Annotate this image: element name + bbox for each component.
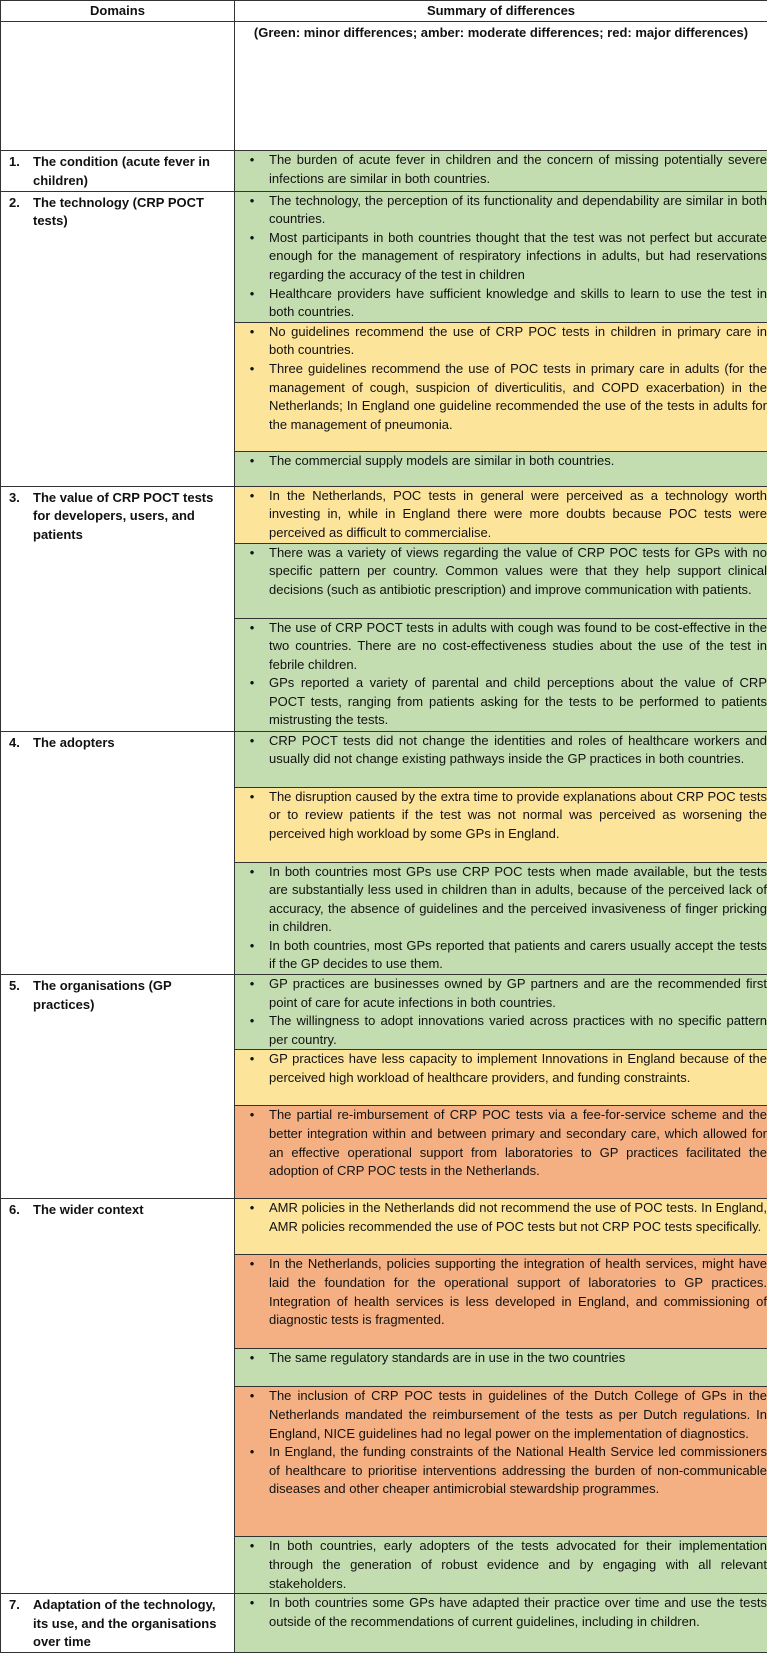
- bullet-text: Healthcare providers have sufficient knowledge and skills to learn to use the test in both countries.: [269, 285, 767, 320]
- bullet-item: [235, 788, 767, 844]
- bullet-text: In both countries, early adopters of the tests advocated for their implementation through the generation of robust evidence and by engaging with all relevant stakeholders.: [269, 1538, 767, 1591]
- domain-number: 5.: [9, 978, 20, 994]
- domain-row: [1, 1199, 767, 1255]
- bullet-item: [235, 937, 767, 974]
- bullet-list: [235, 1255, 767, 1329]
- summary-block-amber: [235, 1050, 767, 1106]
- bullet-text: CRP POCT tests did not change the identities and roles of healthcare workers and usually did not change existing pathways inside the GP practices in both countries.: [269, 732, 767, 767]
- bullet-list: [235, 192, 767, 322]
- domain-number: 6.: [9, 1202, 20, 1218]
- bullet-item: [235, 1012, 767, 1049]
- summary-block-green: [235, 862, 767, 975]
- bullet-list: [235, 975, 767, 1049]
- domain-row: [1, 191, 767, 322]
- bullet-item: [235, 1387, 767, 1443]
- bullet-item: [235, 975, 767, 1012]
- bullet-list: [235, 1594, 767, 1631]
- bullet-item: [235, 151, 767, 188]
- bullet-item: [235, 487, 767, 543]
- domain-heading: [1, 151, 234, 190]
- domain-heading: [1, 487, 234, 545]
- bullet-text: AMR policies in the Netherlands did not recommend the use of POC tests. In England, AMR policies recommended the use of POC tests but not CRP POC tests specifically.: [269, 1200, 767, 1235]
- bullet-text: The disruption caused by the extra time to provide explanations about CRP POC tests or to review patients if the test was not normal was perceived as worsening the perceived high workload by some GPs in England.: [269, 788, 767, 841]
- domain-number: 3.: [9, 489, 20, 505]
- domain-row: [1, 151, 767, 191]
- domain-cell: [1, 1199, 235, 1594]
- bullet-text: In the Netherlands, POC tests in general were perceived as a technology worth investing in, while in England there were more doubts because POC tests were perceived as difficult to commercialise.: [269, 487, 767, 540]
- bullet-text: The commercial supply models are similar in both countries.: [269, 452, 615, 468]
- domain-heading: [1, 192, 234, 231]
- bullet-icon: •: [249, 1350, 255, 1366]
- bullet-icon: •: [249, 675, 255, 691]
- bullet-icon: •: [249, 1595, 255, 1611]
- bullet-icon: •: [249, 192, 255, 208]
- bullet-icon: •: [249, 452, 255, 468]
- domain-label: The adopters: [33, 734, 115, 750]
- bullet-text: Most participants in both countries thought that the test was not perfect but accurate enough for the management of respiratory infections in adults, but had reservations regarding the accuracy of the test in children: [269, 229, 767, 282]
- bullet-item: [235, 285, 767, 322]
- domain-heading: [1, 1594, 234, 1652]
- bullet-icon: •: [249, 1200, 255, 1216]
- bullet-item: [235, 1594, 767, 1631]
- summary-block-red: [235, 1387, 767, 1537]
- bullet-icon: •: [249, 1256, 255, 1272]
- bullet-list: [235, 1349, 767, 1368]
- domain-number: 2.: [9, 194, 20, 210]
- summary-block-green: [235, 618, 767, 731]
- bullet-item: [235, 674, 767, 730]
- domain-label: The technology (CRP POCT tests): [33, 194, 204, 229]
- bullet-item: [235, 619, 767, 675]
- domain-label: The condition (acute fever in children): [33, 154, 210, 188]
- domain-label: The value of CRP POCT tests for developers, users, and patients: [33, 489, 214, 542]
- summary-block-green: [235, 191, 767, 322]
- bullet-item: [235, 1443, 767, 1499]
- bullet-icon: •: [249, 1107, 255, 1123]
- domain-heading: [1, 975, 234, 1014]
- domain-number: 4.: [9, 734, 20, 750]
- bullet-list: [235, 1537, 767, 1593]
- bullet-text: In both countries most GPs use CRP POC tests when made available, but the tests are substantially less used in children than in adults, because of the perceived lack of accuracy, the absence of guidelines and the perceived invasiveness of finger pricking in children.: [269, 863, 767, 935]
- domain-cell: [1, 1594, 235, 1653]
- domain-number: 1.: [9, 154, 20, 170]
- bullet-icon: •: [249, 1388, 255, 1404]
- summary-block-green: [235, 1594, 767, 1653]
- bullet-text: GP practices have less capacity to implement Innovations in England because of the perceived high workload of healthcare providers, and funding constraints.: [269, 1051, 767, 1086]
- bullet-item: [235, 192, 767, 229]
- domain-row: [1, 486, 767, 543]
- bullet-icon: •: [249, 323, 255, 339]
- bullet-item: [235, 1050, 767, 1087]
- summary-block-amber: [235, 787, 767, 862]
- bullet-item: [235, 732, 767, 769]
- bullet-icon: •: [249, 1444, 255, 1460]
- bullet-icon: •: [249, 229, 255, 245]
- bullet-item: [235, 1537, 767, 1593]
- bullet-list: [235, 323, 767, 435]
- bullet-text: In both countries, most GPs reported that patients and carers usually accept the tests if the GP decides to use them.: [269, 937, 767, 972]
- bullet-text: The same regulatory standards are in use in the two countries: [269, 1350, 626, 1366]
- bullet-icon: •: [249, 152, 255, 168]
- bullet-icon: •: [249, 937, 255, 953]
- bullet-icon: •: [249, 788, 255, 804]
- bullet-text: The burden of acute fever in children and the concern of missing potentially severe infections are similar in both countries.: [269, 152, 767, 186]
- color-legend: (Green: minor differences; amber: moderate differences; red: major differences): [235, 22, 767, 151]
- domain-cell: [1, 191, 235, 486]
- domain-row: [1, 1594, 767, 1653]
- bullet-list: [235, 487, 767, 543]
- bullet-icon: •: [249, 732, 255, 748]
- summary-block-green: [235, 451, 767, 486]
- bullet-text: No guidelines recommend the use of CRP POC tests in children in primary care in both countries.: [269, 323, 767, 358]
- bullet-icon: •: [249, 1013, 255, 1029]
- bullet-list: [235, 1050, 767, 1087]
- domain-heading: [1, 1199, 234, 1220]
- domains-header: Domains: [1, 1, 235, 22]
- bullet-text: GP practices are businesses owned by GP partners and are the recommended first point of care for acute infections in both countries.: [269, 976, 767, 1010]
- summary-block-green: [235, 1537, 767, 1594]
- bullet-item: [235, 323, 767, 360]
- bullet-list: [235, 544, 767, 600]
- domain-number: 7.: [9, 1597, 20, 1613]
- bullet-item: [235, 360, 767, 434]
- bullet-icon: •: [249, 1538, 255, 1554]
- bullet-text: In the Netherlands, policies supporting the integration of health services, might have laid the foundation for the operational support of laboratories to GP practices. Integration of health services is less developed in England, and commissioning of diagnostic tests is fragmented.: [269, 1256, 767, 1328]
- domain-heading: [1, 732, 234, 753]
- bullet-item: [235, 863, 767, 937]
- bullet-item: [235, 452, 767, 471]
- bullet-text: The inclusion of CRP POC tests in guidelines of the Dutch College of GPs in the Netherlands mandated the reimbursement of the tests as per Dutch regulations. In England, NICE guidelines had no legal power on the implementation of diagnostics.: [269, 1388, 767, 1441]
- bullet-icon: •: [249, 863, 255, 879]
- bullet-list: [235, 732, 767, 769]
- bullet-text: There was a variety of views regarding the value of CRP POC tests for GPs with no specific pattern per country. Common values were that they help support clinical decisions (such as antibiotic prescription) and improve communication with patients.: [269, 544, 767, 597]
- summary-block-amber: [235, 486, 767, 543]
- header-row: [1, 1, 767, 22]
- summary-block-green: [235, 731, 767, 787]
- bullet-text: The willingness to adopt innovations varied across practices with no specific pattern per country.: [269, 1013, 767, 1047]
- bullet-list: [235, 619, 767, 731]
- bullet-icon: •: [249, 360, 255, 376]
- summary-header: Summary of differences: [235, 1, 767, 22]
- bullet-icon: •: [249, 285, 255, 301]
- bullet-item: [235, 1255, 767, 1329]
- domain-cell: [1, 731, 235, 975]
- summary-block-green: [235, 975, 767, 1050]
- bullet-list: [235, 151, 767, 188]
- bullet-icon: •: [249, 1051, 255, 1067]
- bullet-list: [235, 1387, 767, 1499]
- bullet-item: [235, 544, 767, 600]
- domain-row: [1, 975, 767, 1050]
- bullet-item: [235, 1349, 767, 1368]
- bullet-icon: •: [249, 544, 255, 560]
- domain-cell: [1, 975, 235, 1199]
- domain-label: Adaptation of the technology, its use, and the organisations over time: [33, 1597, 217, 1650]
- bullet-list: [235, 1199, 767, 1236]
- legend-spacer: [1, 22, 235, 151]
- bullet-list: [235, 452, 767, 471]
- summary-block-red: [235, 1255, 767, 1349]
- bullet-list: [235, 788, 767, 844]
- bullet-icon: •: [249, 619, 255, 635]
- bullet-icon: •: [249, 487, 255, 503]
- bullet-text: The partial re-imbursement of CRP POC tests via a fee-for-service scheme and the better integration within and between primary and secondary care, which allowed for an effective operational support from laboratories to GP practices facilitated the adoption of CRP POC tests in the Netherlands.: [269, 1107, 767, 1179]
- domain-row: [1, 731, 767, 787]
- bullet-text: The use of CRP POCT tests in adults with cough was found to be cost-effective in the two countries. There are no cost-effectiveness studies about the use of the test in febrile children.: [269, 619, 767, 672]
- bullet-text: The technology, the perception of its functionality and dependability are similar in both countries.: [269, 192, 767, 227]
- summary-block-green: [235, 151, 767, 191]
- summary-block-amber: [235, 1199, 767, 1255]
- domain-cell: [1, 151, 235, 191]
- bullet-text: In England, the funding constraints of the National Health Service led commissioners of healthcare to prioritise interventions addressing the burden of non-communicable diseases and other cheaper antimicrobial stewardship programmes.: [269, 1444, 767, 1497]
- summary-block-amber: [235, 322, 767, 451]
- domain-label: The organisations (GP practices): [33, 978, 172, 1012]
- bullet-text: Three guidelines recommend the use of POC tests in primary care in adults (for the management of cough, suspicion of diverticulitis, and COPD exacerbation) in the Netherlands; In England one guideline recommended the use of the tests in adults for the management of pneumonia.: [269, 360, 767, 432]
- bullet-list: [235, 863, 767, 975]
- summary-block-red: [235, 1106, 767, 1199]
- domain-cell: [1, 486, 235, 731]
- bullet-icon: •: [249, 976, 255, 992]
- bullet-item: [235, 1106, 767, 1180]
- bullet-text: In both countries some GPs have adapted their practice over time and use the tests outside of the recommendations of current guidelines, including in children.: [269, 1595, 767, 1629]
- bullet-list: [235, 1106, 767, 1180]
- bullet-item: [235, 1199, 767, 1236]
- summary-block-green: [235, 1349, 767, 1387]
- bullet-item: [235, 229, 767, 285]
- domain-label: The wider context: [33, 1202, 144, 1218]
- bullet-text: GPs reported a variety of parental and child perceptions about the value of CRP POCT tests, ranging from patients asking for the tests to be performed to patients mistrusting the tests.: [269, 675, 767, 728]
- legend-row: [1, 22, 767, 151]
- summary-block-green: [235, 543, 767, 618]
